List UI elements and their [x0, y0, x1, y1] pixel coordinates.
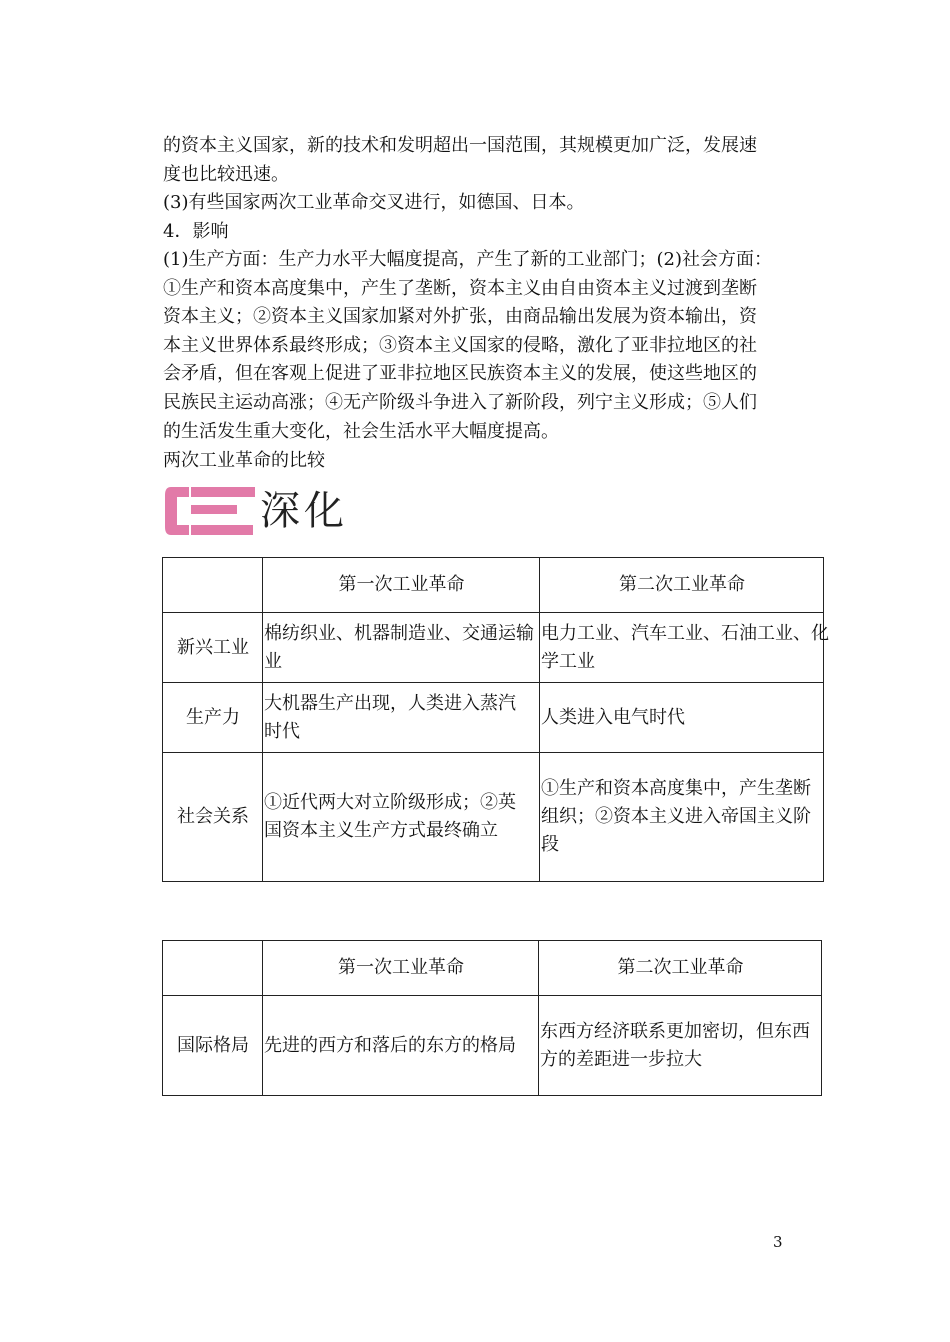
table-row [163, 683, 824, 753]
text-line: 两次工业革命的比较 [163, 450, 325, 471]
text-line: 会矛盾，但在客观上促进了亚非拉地区民族资本主义的发展，使这些地区的 [163, 363, 757, 385]
cell-line: 学工业 [541, 650, 595, 672]
table-cell [263, 753, 540, 882]
section-heading-impact [163, 218, 795, 247]
header-cell-empty [163, 558, 263, 613]
table-cell [263, 683, 540, 753]
cell-line: 电力工业、汽车工业、石油工业、化 [541, 622, 829, 644]
paragraph-impact [163, 246, 795, 446]
paragraph-industry-scope [163, 132, 795, 189]
text-line: 的资本主义国家，新的技术和发明超出一国范围，其规模更加广泛，发展速 [163, 135, 757, 156]
comparison-table-2 [162, 940, 822, 1096]
comparison-table-1 [162, 557, 829, 882]
row-label: 新兴工业 [163, 613, 263, 683]
table-row [163, 753, 824, 882]
deepen-section-logo [163, 483, 378, 539]
table-cell [540, 683, 824, 753]
table-cell [540, 753, 824, 882]
cell-line: ①生产和资本高度集中，产生垄断 [541, 778, 811, 799]
cell-line: 先进的西方和落后的东方的格局 [264, 1034, 516, 1056]
text-line: 的生活发生重大变化，社会生活水平大幅度提高。 [163, 420, 559, 442]
text-line: ①生产和资本高度集中，产生了垄断，资本主义由自由资本主义过渡到垄断 [163, 277, 757, 299]
cell-line: 东西方经济联系更加密切，但东西 [540, 1020, 810, 1042]
cell-line: 人类进入电气时代 [541, 706, 685, 728]
table-cell [263, 613, 540, 683]
page-number: 3 [773, 1233, 783, 1251]
row-label: 社会关系 [163, 753, 263, 882]
text-line: 民族民主运动高涨；④无产阶级斗争进入了新阶段，列宁主义形成；⑤人们 [163, 391, 757, 413]
cell-line: 大机器生产出现，人类进入蒸汽 [264, 692, 516, 714]
text-line: 本主义世界体系最终形成；③资本主义国家的侵略，激化了亚非拉地区的社 [163, 334, 757, 356]
table-row [163, 613, 824, 683]
header-cell-second-revolution: 第二次工业革命 [540, 558, 824, 613]
header-cell-second-revolution: 第二次工业革命 [539, 941, 822, 996]
cell-line: 段 [541, 834, 559, 855]
text-line: (3)有些国家两次工业革命交叉进行，如德国、日本。 [163, 192, 585, 213]
table-cell [540, 613, 829, 683]
row-label: 生产力 [163, 683, 263, 753]
cell-line: 棉纺织业、机器制造业、交通运输 [264, 622, 534, 644]
cell-line: 业 [264, 650, 282, 672]
header-cell-first-revolution: 第一次工业革命 [263, 941, 539, 996]
table-header-row [163, 941, 822, 996]
text-line: 度也比较迅速。 [163, 163, 289, 185]
table-cell [263, 996, 539, 1096]
header-cell-empty [163, 941, 263, 996]
cell-line: ①近代两大对立阶级形成；②英 [264, 792, 516, 813]
paragraph-crossover [163, 189, 795, 218]
text-line: 资本主义；②资本主义国家加紧对外扩张，由商品输出发展为资本输出，资 [163, 306, 757, 328]
cell-line: 组织；②资本主义进入帝国主义阶 [541, 806, 811, 827]
text-line: 4．影响 [163, 221, 229, 242]
table-header-row [163, 558, 824, 613]
text-line: (1)生产方面：生产力水平大幅度提高，产生了新的工业部门；(2)社会方面： [163, 249, 772, 270]
header-cell-first-revolution: 第一次工业革命 [263, 558, 540, 613]
deepen-logo-icon [163, 483, 258, 539]
cell-line: 国资本主义生产方式最终确立 [264, 820, 498, 841]
table-row [163, 996, 822, 1096]
cell-line: 时代 [264, 720, 300, 742]
row-label: 国际格局 [163, 996, 263, 1096]
cell-line: 方的差距进一步拉大 [540, 1048, 702, 1070]
deepen-logo-text: 深化 [260, 488, 348, 534]
table-cell [539, 996, 822, 1096]
comparison-caption [163, 447, 795, 476]
